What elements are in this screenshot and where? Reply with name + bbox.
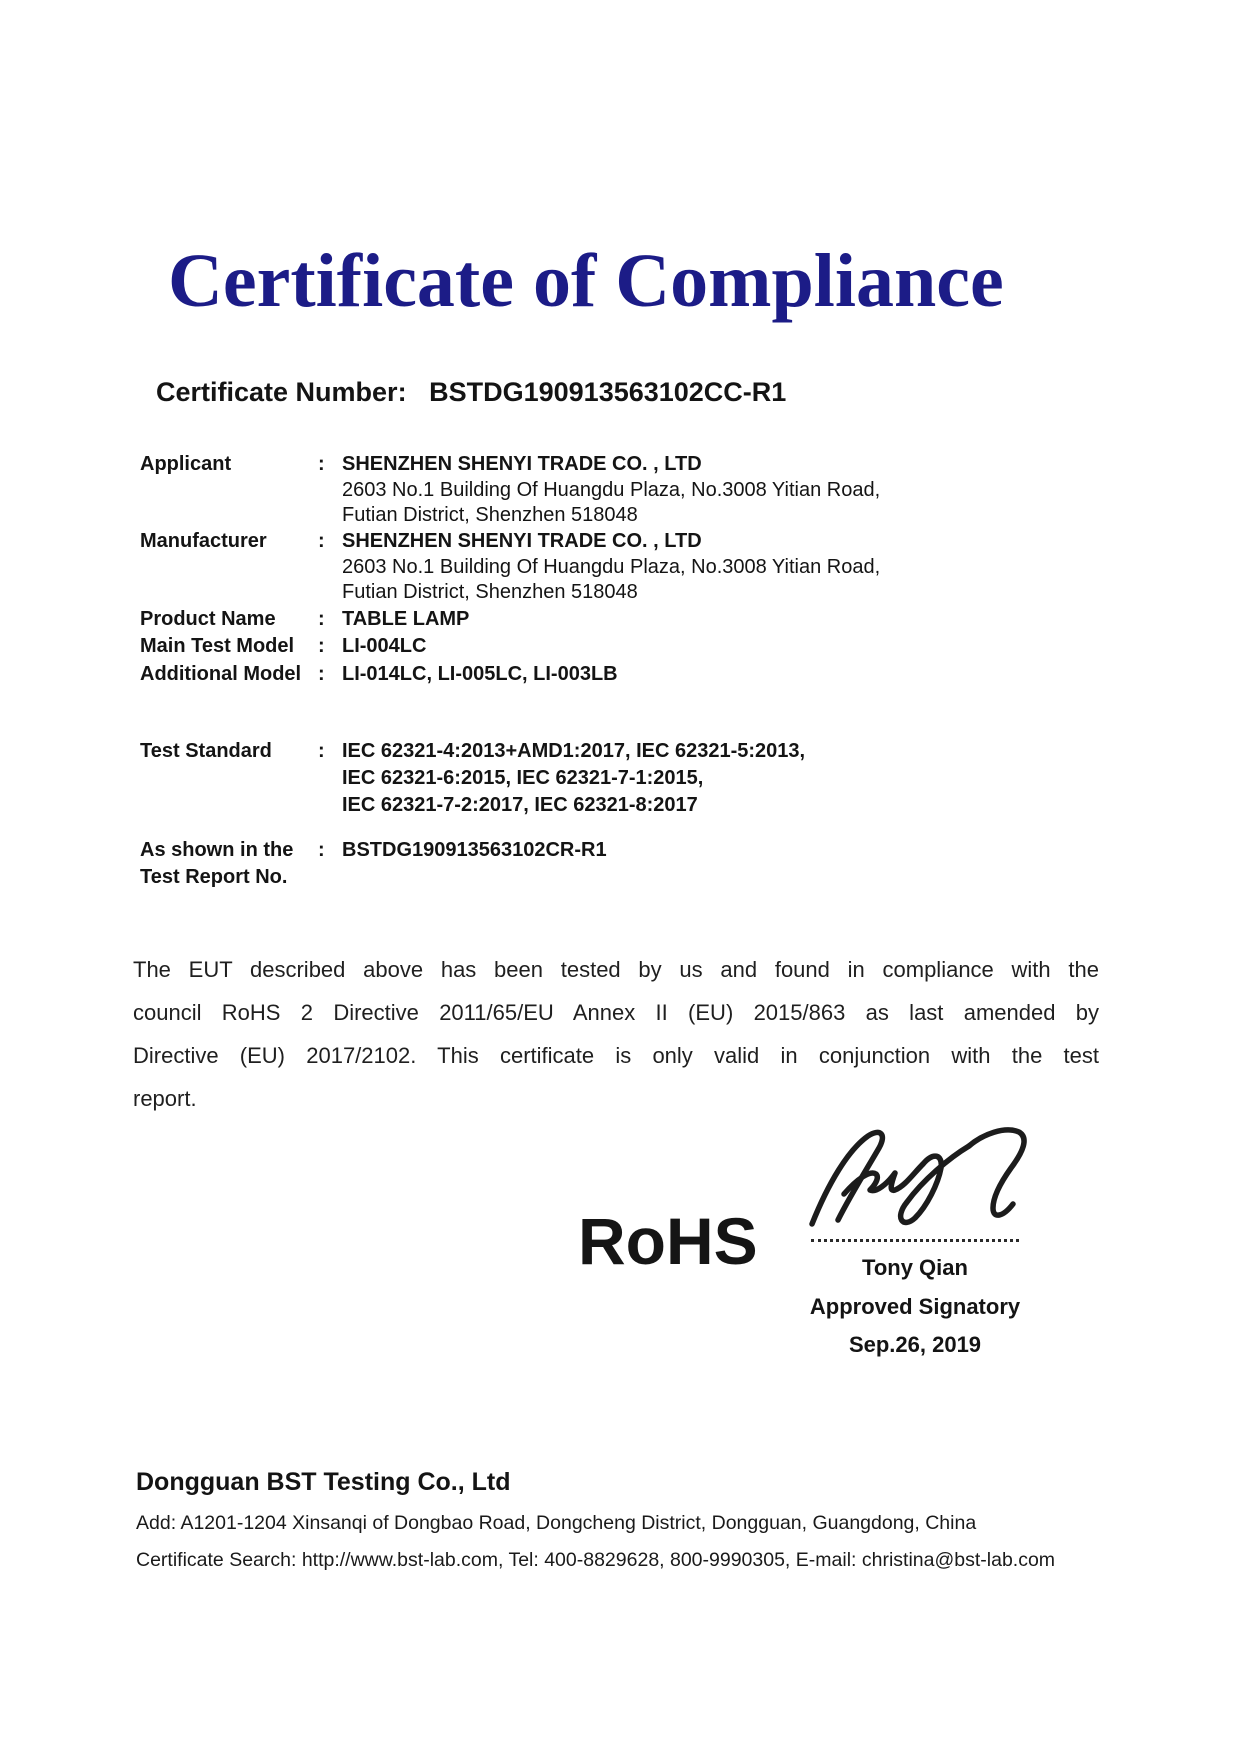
rohs-logo: RoHS <box>578 1204 758 1278</box>
manufacturer-company: SHENZHEN SHENYI TRADE CO. , LTD <box>342 530 702 552</box>
product-name-colon: : <box>318 608 325 630</box>
test-report-colon: : <box>318 839 325 861</box>
additional-model-colon: : <box>318 663 325 685</box>
additional-model-row <box>140 661 1140 688</box>
product-name-label: Product Name <box>140 608 276 630</box>
manufacturer-value <box>342 529 1140 606</box>
test-standard-line-2: IEC 62321-6:2015, IEC 62321-7-1:2015, <box>342 767 704 789</box>
signature-image <box>790 1122 1040 1237</box>
applicant-address-2: Futian District, Shenzhen 518048 <box>342 504 638 526</box>
applicant-address-1: 2603 No.1 Building Of Huangdu Plaza, No.3008 Yitian Road, <box>342 478 881 501</box>
statement-line-1: The EUT described above has been tested by us and found in compliance with the <box>133 957 1099 982</box>
test-standard-colon: : <box>318 740 325 762</box>
manufacturer-label: Manufacturer <box>140 530 267 552</box>
product-name-row <box>140 606 1140 633</box>
manufacturer-colon: : <box>318 530 325 552</box>
applicant-company: SHENZHEN SHENYI TRADE CO. , LTD <box>342 453 702 475</box>
statement-line-3: Directive (EU) 2017/2102. This certificate is only valid in conjunction with the test <box>133 1043 1099 1068</box>
main-test-model-value: LI-004LC <box>342 635 427 657</box>
signature-dotted-line <box>811 1239 1019 1242</box>
main-test-model-row <box>140 633 1140 660</box>
lab-company-name: Dongguan BST Testing Co., Ltd <box>136 1468 511 1496</box>
lab-address: Add: A1201-1204 Xinsanqi of Dongbao Road, Dongcheng District, Dongguan, Guangdong, China <box>136 1512 977 1534</box>
applicant-label: Applicant <box>140 453 232 475</box>
certificate-number-label: Certificate Number: <box>156 377 407 407</box>
test-standard-value <box>342 738 1140 819</box>
main-test-model-colon: : <box>318 635 325 657</box>
test-standard-line-3: IEC 62321-7-2:2017, IEC 62321-8:2017 <box>342 794 698 816</box>
test-report-value: BSTDG190913563102CR-R1 <box>342 839 607 861</box>
signer-name: Tony Qian <box>862 1255 968 1280</box>
manufacturer-address-2: Futian District, Shenzhen 518048 <box>342 581 638 603</box>
test-standard-label: Test Standard <box>140 740 272 762</box>
signature-block <box>790 1122 1040 1358</box>
test-report-row <box>140 837 1140 891</box>
applicant-row <box>140 452 1140 529</box>
test-standard-line-1: IEC 62321-4:2013+AMD1:2017, IEC 62321-5:2013, <box>342 740 806 762</box>
statement-line-2: council RoHS 2 Directive 2011/65/EU Annex II (EU) 2015/863 as last amended by <box>133 1000 1099 1025</box>
product-name-value: TABLE LAMP <box>342 608 470 630</box>
manufacturer-address-1: 2603 No.1 Building Of Huangdu Plaza, No.3008 Yitian Road, <box>342 555 881 578</box>
additional-model-label: Additional Model <box>140 663 302 685</box>
test-report-label-line-1: As shown in the <box>140 839 294 861</box>
applicant-value <box>342 452 1140 529</box>
signature-date: Sep.26, 2019 <box>848 1332 982 1357</box>
certificate-number <box>156 377 786 408</box>
main-test-model-label: Main Test Model <box>140 635 295 657</box>
applicant-colon: : <box>318 453 325 475</box>
compliance-statement <box>133 948 1099 1120</box>
additional-model-value: LI-014LC, LI-005LC, LI-003LB <box>342 663 618 685</box>
statement-line-4: report. <box>133 1086 197 1111</box>
certificate-number-value: BSTDG190913563102CC-R1 <box>429 377 787 407</box>
page-title: Certificate of Compliance <box>168 239 1004 323</box>
test-standard-row <box>140 738 1140 819</box>
signer-title: Approved Signatory <box>809 1294 1021 1319</box>
lab-contact-line: Certificate Search: http://www.bst-lab.com, Tel: 400-8829628, 800-9990305, E-mail: christina@bst-lab.com <box>136 1549 1056 1571</box>
test-report-label <box>140 837 318 891</box>
test-report-label-line-2: Test Report No. <box>140 866 288 888</box>
manufacturer-row <box>140 529 1140 606</box>
